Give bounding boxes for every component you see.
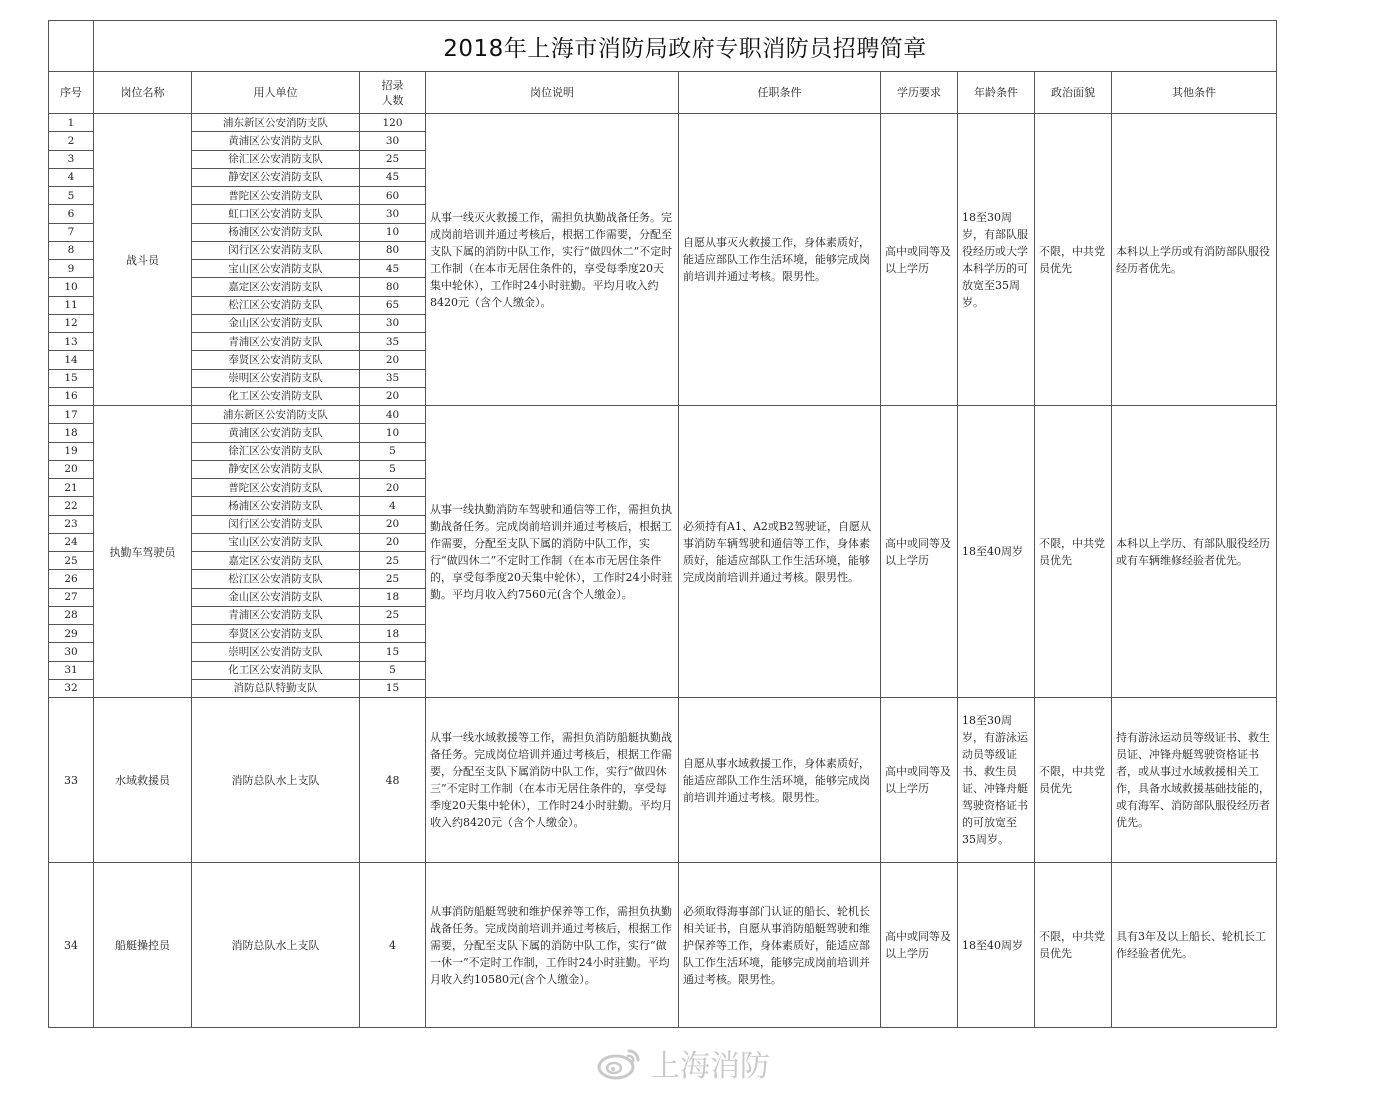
header-row bbox=[49, 72, 1277, 114]
row-count: 5 bbox=[360, 661, 426, 679]
position-description: 从事消防船艇驾驶和维护保养等工作，需担负执勤战备任务。完成岗前培训并通过考核后，根据工作需要，分配至支队下属的消防中队工作，实行“做一休一”不定时工作制，工作时24小时驻勤。平均月收入约10580元(含个人缴金）。 bbox=[426, 863, 679, 1028]
row-count: 30 bbox=[360, 205, 426, 223]
education-requirement: 高中或同等及以上学历 bbox=[881, 406, 958, 698]
row-count: 20 bbox=[360, 351, 426, 369]
row-seq: 27 bbox=[49, 588, 94, 606]
weibo-logo-icon bbox=[596, 1045, 642, 1081]
row-seq: 7 bbox=[49, 223, 94, 241]
header-age: 年龄条件 bbox=[958, 72, 1035, 114]
row-count: 15 bbox=[360, 679, 426, 697]
row-unit: 松江区公安消防支队 bbox=[192, 570, 360, 588]
row-unit: 闵行区公安消防支队 bbox=[192, 515, 360, 533]
watermark-text: 上海消防 bbox=[650, 1049, 770, 1084]
row-seq: 26 bbox=[49, 570, 94, 588]
row-seq: 24 bbox=[49, 533, 94, 551]
title-row bbox=[49, 21, 1277, 72]
row-unit: 嘉定区公安消防支队 bbox=[192, 552, 360, 570]
row-seq: 1 bbox=[49, 114, 94, 132]
row-count: 4 bbox=[360, 863, 426, 1028]
row-seq: 32 bbox=[49, 679, 94, 697]
table-row bbox=[49, 698, 1277, 863]
row-count: 35 bbox=[360, 333, 426, 351]
position-description: 从事一线水域救援等工作，需担负消防船艇执勤战备任务。完成岗位培训并通过考核后，根据工作需要，分配至支队下属消防中队工作，实行“做四休三”不定时工作制（在本市无居住条件的，享受每季度20天集中轮休），工作时24小时驻勤。平均月收入约8420元（含个人缴金）。 bbox=[426, 698, 679, 863]
row-count: 45 bbox=[360, 168, 426, 186]
row-count: 25 bbox=[360, 606, 426, 624]
row-seq: 20 bbox=[49, 460, 94, 478]
other-conditions: 持有游泳运动员等级证书、救生员证、冲锋舟艇驾驶资格证书者，或从事过水域救援相关工作，具备水域救援基础技能的，或有海军、消防部队服役经历者优先。 bbox=[1112, 698, 1277, 863]
row-unit: 金山区公安消防支队 bbox=[192, 588, 360, 606]
row-unit: 闵行区公安消防支队 bbox=[192, 241, 360, 259]
position-requirements: 自愿从事水域救援工作，身体素质好，能适应部队工作生活环境，能够完成岗前培训并通过考核。限男性。 bbox=[679, 698, 881, 863]
row-count: 45 bbox=[360, 260, 426, 278]
row-count: 30 bbox=[360, 132, 426, 150]
row-seq: 8 bbox=[49, 241, 94, 259]
header-unit: 用人单位 bbox=[192, 72, 360, 114]
header-requirements: 任职条件 bbox=[679, 72, 881, 114]
row-seq: 23 bbox=[49, 515, 94, 533]
row-count: 5 bbox=[360, 460, 426, 478]
header-position: 岗位名称 bbox=[94, 72, 192, 114]
row-unit: 杨浦区公安消防支队 bbox=[192, 223, 360, 241]
row-count: 30 bbox=[360, 314, 426, 332]
row-unit: 消防总队水上支队 bbox=[192, 698, 360, 863]
row-unit: 黄浦区公安消防支队 bbox=[192, 132, 360, 150]
row-count: 15 bbox=[360, 643, 426, 661]
row-seq: 29 bbox=[49, 625, 94, 643]
row-unit: 浦东新区公安消防支队 bbox=[192, 406, 360, 424]
row-count: 20 bbox=[360, 515, 426, 533]
political-status: 不限，中共党员优先 bbox=[1035, 114, 1112, 406]
page-title: 2018年上海市消防局政府专职消防员招聘简章 bbox=[94, 21, 1277, 72]
row-count: 18 bbox=[360, 625, 426, 643]
row-unit: 崇明区公安消防支队 bbox=[192, 643, 360, 661]
political-status: 不限，中共党员优先 bbox=[1035, 698, 1112, 863]
position-name: 执勤车驾驶员 bbox=[94, 406, 192, 698]
row-count: 48 bbox=[360, 698, 426, 863]
row-seq: 14 bbox=[49, 351, 94, 369]
row-unit: 徐汇区公安消防支队 bbox=[192, 150, 360, 168]
row-count: 65 bbox=[360, 296, 426, 314]
row-unit: 崇明区公安消防支队 bbox=[192, 369, 360, 387]
row-unit: 虹口区公安消防支队 bbox=[192, 205, 360, 223]
row-unit: 青浦区公安消防支队 bbox=[192, 606, 360, 624]
title-blank-cell bbox=[49, 21, 94, 72]
row-seq: 13 bbox=[49, 333, 94, 351]
row-unit: 宝山区公安消防支队 bbox=[192, 533, 360, 551]
row-count: 80 bbox=[360, 278, 426, 296]
position-description: 从事一线灭火救援工作，需担负执勤战备任务。完成岗前培训并通过考核后，根据工作需要，分配至支队下属的消防中队工作，实行“做四休二”不定时工作制（在本市无居住条件的，享受每季度20天集中轮休），工作时24小时驻勤。平均月收入约8420元（含个人缴金）。 bbox=[426, 114, 679, 406]
row-seq: 10 bbox=[49, 278, 94, 296]
row-unit: 杨浦区公安消防支队 bbox=[192, 497, 360, 515]
row-seq: 28 bbox=[49, 606, 94, 624]
position-requirements: 必须取得海事部门认证的船长、轮机长相关证书，自愿从事消防船艇驾驶和维护保养等工作，身体素质好，能适应部队工作生活环境，能够完成岗前培训并通过考核。限男性。 bbox=[679, 863, 881, 1028]
row-unit: 普陀区公安消防支队 bbox=[192, 479, 360, 497]
row-unit: 徐汇区公安消防支队 bbox=[192, 442, 360, 460]
age-requirement: 18至30周岁，有游泳运动员等级证书、救生员证、冲锋舟艇驾驶资格证书的可放宽至35周岁。 bbox=[958, 698, 1035, 863]
row-seq: 2 bbox=[49, 132, 94, 150]
position-name: 战斗员 bbox=[94, 114, 192, 406]
row-count: 20 bbox=[360, 479, 426, 497]
other-conditions: 本科以上学历、有部队服役经历或有车辆维修经验者优先。 bbox=[1112, 406, 1277, 698]
row-seq: 3 bbox=[49, 150, 94, 168]
row-unit: 奉贤区公安消防支队 bbox=[192, 351, 360, 369]
row-seq: 5 bbox=[49, 187, 94, 205]
row-seq: 6 bbox=[49, 205, 94, 223]
row-unit: 普陀区公安消防支队 bbox=[192, 187, 360, 205]
row-seq: 33 bbox=[49, 698, 94, 863]
other-conditions: 具有3年及以上船长、轮机长工作经验者优先。 bbox=[1112, 863, 1277, 1028]
row-seq: 19 bbox=[49, 442, 94, 460]
row-count: 40 bbox=[360, 406, 426, 424]
row-seq: 18 bbox=[49, 424, 94, 442]
row-count: 25 bbox=[360, 552, 426, 570]
position-requirements: 必须持有A1、A2或B2驾驶证，自愿从事消防车辆驾驶和通信等工作，身体素质好，能适应部队工作生活环境，能够完成岗前培训并通过考核。限男性。 bbox=[679, 406, 881, 698]
watermark bbox=[596, 1043, 770, 1083]
row-count: 18 bbox=[360, 588, 426, 606]
row-unit: 静安区公安消防支队 bbox=[192, 460, 360, 478]
row-seq: 15 bbox=[49, 369, 94, 387]
row-unit: 宝山区公安消防支队 bbox=[192, 260, 360, 278]
row-seq: 12 bbox=[49, 314, 94, 332]
header-seq: 序号 bbox=[49, 72, 94, 114]
position-name: 船艇操控员 bbox=[94, 863, 192, 1028]
row-count: 20 bbox=[360, 387, 426, 405]
row-seq: 17 bbox=[49, 406, 94, 424]
row-unit: 奉贤区公安消防支队 bbox=[192, 625, 360, 643]
row-seq: 30 bbox=[49, 643, 94, 661]
row-seq: 9 bbox=[49, 260, 94, 278]
row-unit: 青浦区公安消防支队 bbox=[192, 333, 360, 351]
education-requirement: 高中或同等及以上学历 bbox=[881, 698, 958, 863]
row-seq: 11 bbox=[49, 296, 94, 314]
education-requirement: 高中或同等及以上学历 bbox=[881, 863, 958, 1028]
row-unit: 消防总队水上支队 bbox=[192, 863, 360, 1028]
age-requirement: 18至40周岁 bbox=[958, 863, 1035, 1028]
row-seq: 16 bbox=[49, 387, 94, 405]
header-politics: 政治面貌 bbox=[1035, 72, 1112, 114]
position-description: 从事一线执勤消防车驾驶和通信等工作，需担负执勤战备任务。完成岗前培训并通过考核后，根据工作需要，分配至支队下属的消防中队工作，实行“做四休二”不定时工作制（在本市无居住条件的，享受每季度20天集中轮休），工作时24小时驻勤。平均月收入约7560元(含个人缴金）。 bbox=[426, 406, 679, 698]
row-seq: 34 bbox=[49, 863, 94, 1028]
row-unit: 消防总队特勤支队 bbox=[192, 679, 360, 697]
row-count: 80 bbox=[360, 241, 426, 259]
recruitment-table bbox=[48, 20, 1277, 1028]
row-count: 4 bbox=[360, 497, 426, 515]
row-count: 10 bbox=[360, 223, 426, 241]
age-requirement: 18至30周岁，有部队服役经历或大学本科学历的可放宽至35周岁。 bbox=[958, 114, 1035, 406]
header-other: 其他条件 bbox=[1112, 72, 1277, 114]
row-count: 20 bbox=[360, 533, 426, 551]
table-row bbox=[49, 114, 1277, 132]
table-row bbox=[49, 406, 1277, 424]
row-count: 120 bbox=[360, 114, 426, 132]
row-seq: 25 bbox=[49, 552, 94, 570]
row-seq: 21 bbox=[49, 479, 94, 497]
other-conditions: 本科以上学历或有消防部队服役经历者优先。 bbox=[1112, 114, 1277, 406]
row-seq: 22 bbox=[49, 497, 94, 515]
row-unit: 黄浦区公安消防支队 bbox=[192, 424, 360, 442]
row-unit: 金山区公安消防支队 bbox=[192, 314, 360, 332]
recruitment-sheet bbox=[48, 20, 1276, 1028]
row-unit: 嘉定区公安消防支队 bbox=[192, 278, 360, 296]
header-description: 岗位说明 bbox=[426, 72, 679, 114]
row-count: 10 bbox=[360, 424, 426, 442]
position-name: 水域救援员 bbox=[94, 698, 192, 863]
row-unit: 化工区公安消防支队 bbox=[192, 661, 360, 679]
row-count: 60 bbox=[360, 187, 426, 205]
row-unit: 浦东新区公安消防支队 bbox=[192, 114, 360, 132]
political-status: 不限，中共党员优先 bbox=[1035, 406, 1112, 698]
row-count: 5 bbox=[360, 442, 426, 460]
row-seq: 4 bbox=[49, 168, 94, 186]
political-status: 不限，中共党员优先 bbox=[1035, 863, 1112, 1028]
header-count-line2: 人数 bbox=[381, 93, 404, 107]
header-education: 学历要求 bbox=[881, 72, 958, 114]
row-count: 25 bbox=[360, 570, 426, 588]
age-requirement: 18至40周岁 bbox=[958, 406, 1035, 698]
header-count bbox=[360, 72, 426, 114]
row-unit: 松江区公安消防支队 bbox=[192, 296, 360, 314]
header-count-line1: 招录 bbox=[381, 78, 404, 92]
education-requirement: 高中或同等及以上学历 bbox=[881, 114, 958, 406]
row-unit: 静安区公安消防支队 bbox=[192, 168, 360, 186]
position-requirements: 自愿从事灭火救援工作，身体素质好，能适应部队工作生活环境，能够完成岗前培训并通过考核。限男性。 bbox=[679, 114, 881, 406]
row-seq: 31 bbox=[49, 661, 94, 679]
row-unit: 化工区公安消防支队 bbox=[192, 387, 360, 405]
row-count: 25 bbox=[360, 150, 426, 168]
table-row bbox=[49, 863, 1277, 1028]
row-count: 35 bbox=[360, 369, 426, 387]
